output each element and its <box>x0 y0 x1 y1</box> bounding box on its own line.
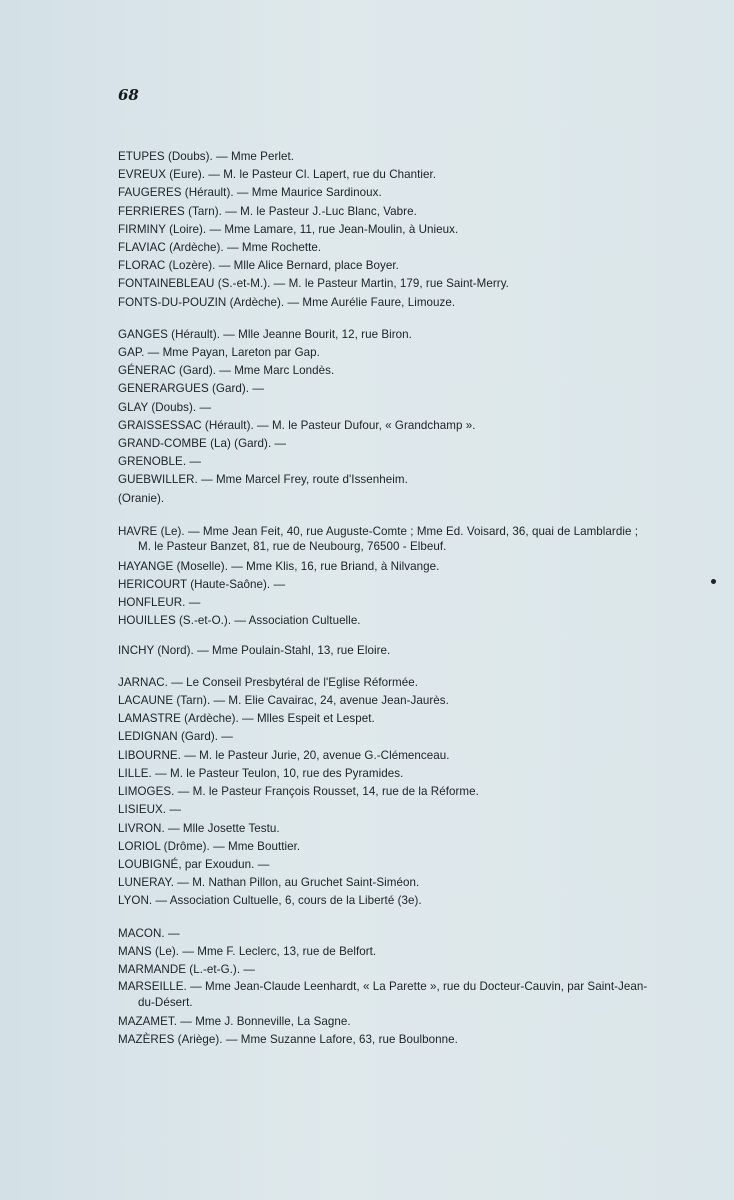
list-item: LORIOL (Drôme). — Mme Bouttier. <box>118 839 301 853</box>
list-item: LACAUNE (Tarn). — M. Elie Cavairac, 24, avenue Jean-Jaurès. <box>118 694 449 708</box>
page-number: 68 <box>118 86 139 104</box>
list-item: INCHY (Nord). — Mme Poulain-Stahl, 13, rue Eloire. <box>118 643 391 657</box>
list-item: GAP. — Mme Payan, Lareton par Gap. <box>118 346 320 360</box>
group-spacer <box>118 312 648 326</box>
list-item: LAMASTRE (Ardèche). — Mlles Espeit et Lespet. <box>118 712 375 726</box>
ink-speck <box>711 579 716 584</box>
list-item: JARNAC. — Le Conseil Presbytéral de l'Eglise Réformée. <box>118 675 419 689</box>
group-spacer <box>118 660 648 674</box>
list-item: LEDIGNAN (Gard). — <box>118 730 233 744</box>
group-spacer <box>118 631 648 642</box>
list-item: MAZAMET. — Mme J. Bonneville, La Sagne. <box>118 1015 351 1029</box>
list-item: LIVRON. — Mlle Josette Testu. <box>118 821 280 835</box>
list-item: GENERARGUES (Gard). — <box>118 382 264 396</box>
directory-list <box>118 148 648 1050</box>
list-item: GRAND-COMBE (La) (Gard). — <box>118 437 287 451</box>
list-item: FAUGERES (Hérault). — Mme Maurice Sardinoux. <box>118 186 382 200</box>
list-item: GLAY (Doubs). — <box>118 400 212 414</box>
list-item: FONTAINEBLEAU (S.-et-M.). — M. le Pasteur Martin, 179, rue Saint-Merry. <box>118 277 509 291</box>
list-item: FLORAC (Lozère). — Mlle Alice Bernard, place Boyer. <box>118 259 399 273</box>
list-item: FONTS-DU-POUZIN (Ardèche). — Mme Aurélie Faure, Limouze. <box>118 295 456 309</box>
list-item: MARMANDE (L.-et-G.). — <box>118 962 256 976</box>
list-item: LIBOURNE. — M. le Pasteur Jurie, 20, avenue G.-Clémenceau. <box>118 748 450 762</box>
list-item: LOUBIGNÉ, par Exoudun. — <box>118 857 270 871</box>
list-item: HERICOURT (Haute-Saône). — <box>118 578 286 592</box>
list-item: HAVRE (Le). — Mme Jean Feit, 40, rue Auguste-Comte ; Mme Ed. Voisard, 36, quai de Lamblardie ; M. le Pasteur Banzet, 81, rue de Neubourg, 76500 - Elbeuf. <box>118 524 638 554</box>
list-item: HOUILLES (S.-et-O.). — Association Cultuelle. <box>118 614 361 628</box>
list-item: GANGES (Hérault). — Mlle Jeanne Bourit, 12, rue Biron. <box>118 327 412 341</box>
list-item: FLAVIAC (Ardèche). — Mme Rochette. <box>118 241 322 255</box>
list-item: FERRIERES (Tarn). — M. le Pasteur J.-Luc Blanc, Vabre. <box>118 204 417 218</box>
list-item: MAZÈRES (Ariège). — Mme Suzanne Lafore, 63, rue Boulbonne. <box>118 1033 458 1047</box>
list-item: FIRMINY (Loire). — Mme Lamare, 11, rue Jean-Moulin, à Unieux. <box>118 222 459 236</box>
list-item: GUEBWILLER. — Mme Marcel Frey, route d'Issenheim. <box>118 473 408 487</box>
group-spacer <box>118 911 648 925</box>
list-item: MACON. — <box>118 926 180 940</box>
list-item: MANS (Le). — Mme F. Leclerc, 13, rue de Belfort. <box>118 944 377 958</box>
list-item: LILLE. — M. le Pasteur Teulon, 10, rue des Pyramides. <box>118 766 404 780</box>
list-item: LIMOGES. — M. le Pasteur François Rousset, 14, rue de la Réforme. <box>118 785 479 799</box>
list-item: LISIEUX. — <box>118 803 181 817</box>
list-item: (Oranie). <box>118 491 165 505</box>
list-item: EVREUX (Eure). — M. le Pasteur Cl. Lapert, rue du Chantier. <box>118 168 437 182</box>
list-item: HAYANGE (Moselle). — Mme Klis, 16, rue Briand, à Nilvange. <box>118 559 440 573</box>
group-spacer <box>118 508 648 524</box>
list-item: LYON. — Association Cultuelle, 6, cours de la Liberté (3e). <box>118 894 422 908</box>
list-item: LUNERAY. — M. Nathan Pillon, au Gruchet Saint-Siméon. <box>118 876 420 890</box>
list-item: MARSEILLE. — Mme Jean-Claude Leenhardt, « La Parette », rue du Docteur-Cauvin, par Saint-Jean-du-Désert. <box>118 980 648 1009</box>
list-item: GRENOBLE. — <box>118 455 202 469</box>
list-item: HONFLEUR. — <box>118 596 201 610</box>
list-item: GRAISSESSAC (Hérault). — M. le Pasteur Dufour, « Grandchamp ». <box>118 418 476 432</box>
list-item: ETUPES (Doubs). — Mme Perlet. <box>118 150 295 163</box>
list-item: GÉNERAC (Gard). — Mme Marc Londès. <box>118 364 335 378</box>
